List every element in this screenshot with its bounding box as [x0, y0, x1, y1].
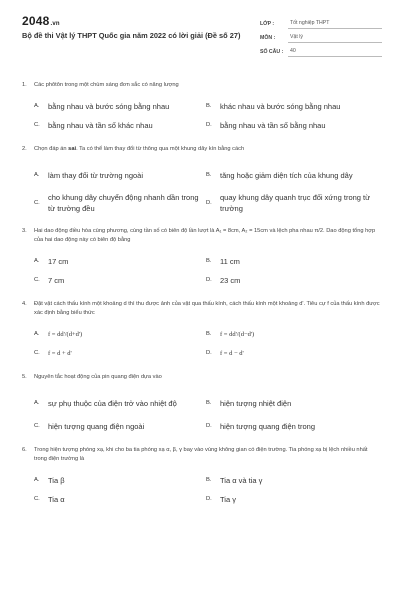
- meta-label: MÔN :: [260, 35, 276, 41]
- question-number: 1.: [22, 82, 27, 88]
- option-letter: A.: [34, 331, 40, 337]
- question-text: [34, 145, 382, 154]
- option-letter: D.: [206, 350, 212, 356]
- question-stem: [22, 227, 382, 245]
- option-letter: D.: [206, 496, 212, 502]
- option-text: Tia α: [48, 495, 65, 504]
- answer-options: [34, 161, 382, 217]
- question-text: Các phôtôn trong một chùm sáng đơn sắc có năng lượng: [34, 82, 179, 88]
- option-b[interactable]: [206, 325, 382, 344]
- meta-row-class: [260, 15, 382, 29]
- question-2: [22, 145, 382, 217]
- option-letter: A.: [34, 258, 40, 264]
- site-logo[interactable]: [22, 14, 248, 30]
- option-c[interactable]: [34, 189, 206, 217]
- answer-options: [34, 97, 382, 135]
- option-text: 7 cm: [48, 276, 65, 285]
- option-text: bằng nhau và tần số bằng nhau: [220, 121, 326, 130]
- option-c[interactable]: [34, 417, 206, 436]
- option-text: cho khung dây chuyển động nhanh dần trong từ trường đều: [48, 193, 199, 213]
- answer-options: [34, 471, 382, 509]
- stem-emphasis: sai: [68, 146, 77, 152]
- option-letter: A.: [34, 399, 40, 406]
- option-letter: C.: [34, 423, 40, 429]
- option-letter: C.: [34, 122, 40, 128]
- header: [22, 14, 382, 57]
- question-stem: [22, 81, 382, 90]
- option-text: 23 cm: [220, 276, 241, 285]
- meta-label: SỐ CÂU :: [260, 49, 284, 55]
- stem-prefix: Chọn đáp án: [34, 146, 69, 152]
- option-text: bằng nhau và bước sóng bằng nhau: [48, 102, 170, 111]
- answer-options: [34, 252, 382, 290]
- meta-label: LỚP :: [260, 21, 275, 27]
- option-text: làm thay đổi từ trường ngoài: [48, 170, 144, 180]
- option-text: bằng nhau và tần số khác nhau: [48, 121, 153, 130]
- option-letter: D.: [206, 199, 212, 206]
- option-b[interactable]: [206, 252, 382, 271]
- option-letter: A.: [34, 103, 40, 109]
- option-letter: D.: [206, 423, 212, 429]
- option-d[interactable]: [206, 116, 382, 135]
- option-a[interactable]: [34, 389, 206, 417]
- question-text: Đặt vật cách thấu kính một khoảng d thì thu được ảnh của vật qua thấu kính, cách thấu kính một khoảng d'. Tiêu cự f của thấu kính được xác định bằng biểu thức: [34, 301, 380, 316]
- option-text: hiện tượng quang điện ngoài: [48, 422, 145, 431]
- question-number: 6.: [22, 447, 27, 453]
- option-formula: f = d + d': [48, 350, 72, 357]
- question-number: 3.: [22, 228, 27, 234]
- option-letter: A.: [34, 171, 40, 178]
- document-title: Bộ đề thi Vật lý THPT Quốc gia năm 2022 có lời giải (Đề số 27): [22, 31, 241, 40]
- option-d[interactable]: [206, 189, 382, 217]
- option-a[interactable]: [34, 252, 206, 271]
- option-text: Tia α và tia γ: [220, 476, 263, 485]
- option-letter: A.: [34, 477, 40, 483]
- question-text: Trong hiện tượng phóng xạ, khi cho ba tia phóng xạ α, β, γ bay vào vùng không gian có điện trường. Tia phóng xạ bị lệch nhiều nhất trong điện trường là: [34, 447, 368, 462]
- question-stem: [22, 300, 382, 318]
- option-text: Tia γ: [220, 495, 236, 504]
- question-stem: [22, 145, 382, 154]
- meta-value: Vật lý: [288, 34, 382, 43]
- option-d[interactable]: [206, 490, 382, 509]
- option-c[interactable]: [34, 490, 206, 509]
- question-1: [22, 81, 382, 135]
- option-b[interactable]: [206, 97, 382, 116]
- option-letter: C.: [34, 277, 40, 283]
- option-letter: B.: [206, 331, 212, 337]
- option-c[interactable]: [34, 344, 206, 363]
- option-letter: B.: [206, 171, 212, 178]
- question-5: [22, 373, 382, 436]
- meta-row-subject: [260, 29, 382, 43]
- option-letter: C.: [34, 350, 40, 356]
- option-text: hiện tượng quang điện trong: [220, 422, 316, 431]
- option-letter: B.: [206, 399, 212, 406]
- option-a[interactable]: [34, 161, 206, 189]
- option-letter: D.: [206, 122, 212, 128]
- option-text: 17 cm: [48, 257, 69, 266]
- option-d[interactable]: [206, 271, 382, 290]
- meta-info: [260, 15, 382, 57]
- option-c[interactable]: [34, 116, 206, 135]
- option-formula: f = d − d': [220, 350, 244, 357]
- question-6: [22, 446, 382, 509]
- question-list: [22, 81, 382, 509]
- answer-options: [34, 389, 382, 436]
- question-number: 5.: [22, 374, 27, 380]
- answer-options: [34, 325, 382, 363]
- option-text: tăng hoặc giảm diện tích của khung dây: [220, 170, 353, 180]
- option-formula: f = dd'/(d+d'): [48, 331, 83, 338]
- question-text: Hai dao động điều hòa cùng phương, cùng tần số có biên độ lần lượt là A₁ = 8cm, A₂ = 15cm và lệch pha nhau π/2. Dao động tổng hợp của hai dao động này có biên độ bằng: [34, 228, 376, 243]
- option-c[interactable]: [34, 271, 206, 290]
- option-text: khác nhau và bước sóng bằng nhau: [220, 102, 341, 111]
- option-b[interactable]: [206, 161, 382, 189]
- option-letter: B.: [206, 477, 212, 483]
- meta-row-count: [260, 43, 382, 57]
- option-b[interactable]: [206, 471, 382, 490]
- option-b[interactable]: [206, 389, 382, 417]
- option-text: 11 cm: [220, 257, 240, 266]
- question-stem: [22, 446, 382, 464]
- option-letter: C.: [34, 496, 40, 502]
- option-formula: f = dd'/(d−d'): [220, 331, 255, 338]
- option-text: Tia β: [48, 476, 65, 485]
- option-letter: B.: [206, 258, 212, 264]
- question-number: 4.: [22, 301, 27, 307]
- option-a[interactable]: [34, 471, 206, 490]
- question-4: [22, 300, 382, 363]
- option-text: quay khung dây quanh trục đối xứng trong từ trường: [220, 193, 371, 213]
- option-letter: D.: [206, 277, 212, 283]
- logo-suffix: .vn: [50, 21, 60, 27]
- option-a[interactable]: [34, 97, 206, 116]
- option-a[interactable]: [34, 325, 206, 344]
- question-number: 2.: [22, 146, 27, 152]
- option-text: sự phụ thuộc của điện trở vào nhiệt độ: [48, 398, 177, 408]
- option-letter: B.: [206, 103, 212, 109]
- option-d[interactable]: [206, 344, 382, 363]
- option-text: hiện tượng nhiệt điện: [220, 398, 292, 408]
- question-3: [22, 227, 382, 290]
- header-left: [22, 14, 248, 57]
- meta-value: 40: [288, 48, 382, 57]
- option-d[interactable]: [206, 417, 382, 436]
- stem-suffix: . Ta có thể làm thay đổi từ thông qua một khung dây kín bằng cách: [76, 146, 245, 152]
- option-letter: C.: [34, 199, 40, 206]
- question-stem: [22, 373, 382, 382]
- logo-main: 2048: [22, 14, 50, 28]
- question-text: Nguyên tắc hoạt động của pin quang điện dựa vào: [34, 374, 162, 380]
- meta-value: Tốt nghiệp THPT: [288, 20, 382, 29]
